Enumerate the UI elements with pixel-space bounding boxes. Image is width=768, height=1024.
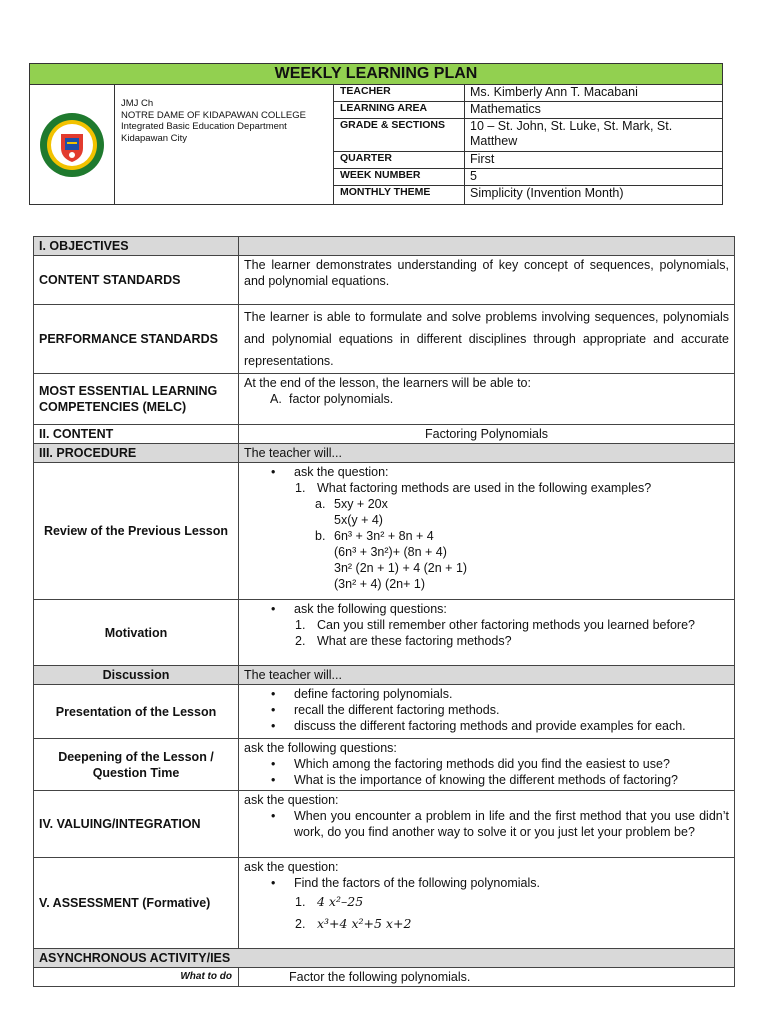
assessment-intro: ask the question: — [244, 860, 339, 874]
list-marker: 1. — [295, 481, 306, 495]
list-item: • Find the factors of the following polynomials. — [244, 875, 729, 891]
performance-standards-label: PERFORMANCE STANDARDS — [34, 305, 239, 374]
melc-intro: At the end of the lesson, the learners will be able to: — [244, 376, 531, 390]
deepening-intro: ask the following questions: — [244, 741, 397, 755]
info-label: LEARNING AREA — [334, 102, 465, 118]
example-line: 5x(y + 4) — [334, 513, 383, 527]
school-info — [115, 85, 334, 204]
example-line: (6n³ + 3n²)+ (8n + 4) — [334, 545, 447, 559]
list-item — [244, 528, 729, 544]
info-value: Ms. Kimberly Ann T. Macabani — [470, 85, 638, 99]
info-label: GRADE & SECTIONS — [334, 119, 465, 151]
melc-label: MOST ESSENTIAL LEARNING COMPETENCIES (MELC) — [34, 374, 239, 425]
review-bullets — [244, 464, 729, 480]
discussion-label: Discussion — [34, 666, 239, 685]
list-marker: b. — [315, 529, 326, 543]
list-marker: a. — [315, 497, 326, 511]
list-item — [199, 391, 729, 407]
valuing-cell — [239, 791, 735, 858]
presentation-cell — [239, 685, 735, 739]
list-item: • discuss the different factoring methods and provide examples for each. — [244, 718, 729, 734]
list-text: What factoring methods are used in the following examples? — [317, 481, 652, 495]
motivation-cell — [239, 600, 735, 666]
deepening-bullets — [244, 756, 729, 788]
motivation-questions — [244, 617, 729, 649]
assessment-items — [244, 891, 729, 935]
list-item: • When you encounter a problem in life and the first method that you use didn’t work, do you find another way to solve it or you just let your problem be? — [244, 808, 729, 840]
row-content-standards — [34, 256, 735, 305]
info-label: QUARTER — [334, 152, 465, 168]
school-line: JMJ Ch — [121, 98, 154, 109]
what-to-do-label: What to do — [34, 968, 239, 987]
deepening-cell — [239, 739, 735, 791]
melc-cell — [239, 374, 735, 425]
info-label: WEEK NUMBER — [334, 169, 465, 185]
info-row-teacher — [334, 85, 722, 102]
list-item — [244, 617, 729, 633]
section-label: I. OBJECTIVES — [34, 237, 239, 256]
list-marker: 2. — [295, 917, 306, 931]
header-info-table — [334, 85, 722, 204]
list-item — [244, 891, 729, 913]
row-melc — [34, 374, 735, 425]
section-value — [239, 237, 735, 256]
math-expression: x³+4 x²+5 x+2 — [317, 916, 412, 931]
review-cell — [239, 463, 735, 600]
info-row-learning-area — [334, 102, 722, 119]
list-text: What are these factoring methods? — [317, 634, 512, 648]
procedure-label: III. PROCEDURE — [34, 444, 239, 463]
row-objectives — [34, 237, 735, 256]
example-line: 6n³ + 3n² + 8n + 4 — [334, 529, 434, 543]
list-item — [244, 633, 729, 649]
page-title: WEEKLY LEARNING PLAN — [30, 64, 722, 85]
list-item — [244, 913, 729, 935]
info-value: Simplicity (Invention Month) — [470, 186, 624, 200]
info-value: Mathematics — [470, 102, 541, 116]
valuing-bullets — [244, 808, 729, 840]
row-async — [34, 949, 735, 968]
assessment-label: V. ASSESSMENT (Formative) — [34, 858, 239, 949]
info-value: 10 – St. John, St. Luke, St. Mark, St. Matthew — [470, 119, 673, 148]
list-item: • Which among the factoring methods did you find the easiest to use? — [244, 756, 729, 772]
list-marker: A. — [270, 392, 282, 406]
motivation-bullets — [244, 601, 729, 617]
row-deepening — [34, 739, 735, 791]
list-item: • define factoring polynomials. — [244, 686, 729, 702]
content-text: Factoring Polynomials — [239, 425, 735, 444]
row-discussion — [34, 666, 735, 685]
math-expression: 4 x²–25 — [317, 894, 364, 909]
list-item: • recall the different factoring methods. — [244, 702, 729, 718]
review-examples — [244, 528, 729, 544]
list-marker: 2. — [295, 634, 306, 648]
presentation-bullets — [244, 686, 729, 734]
review-questions — [244, 480, 729, 496]
list-marker: 1. — [295, 895, 306, 909]
list-item — [244, 480, 729, 496]
performance-standards-text: The learner is able to formulate and solve problems involving sequences, polynomials and polynomial equations in different disciplines through appropriate and accurate representations. — [239, 305, 735, 374]
valuing-intro: ask the question: — [244, 793, 339, 807]
list-item: • ask the question: — [244, 464, 729, 480]
row-valuing — [34, 791, 735, 858]
info-row-monthly-theme — [334, 186, 722, 204]
logo-cell — [30, 85, 115, 204]
example-line: 3n² (2n + 1) + 4 (2n + 1) — [334, 561, 468, 575]
row-presentation — [34, 685, 735, 739]
motivation-label: Motivation — [34, 600, 239, 666]
list-item: • What is the importance of knowing the different methods of factoring? — [244, 772, 729, 788]
row-procedure — [34, 444, 735, 463]
list-text: Can you still remember other factoring methods you learned before? — [317, 618, 695, 632]
row-review — [34, 463, 735, 600]
info-label: TEACHER — [334, 85, 465, 101]
school-name: NOTRE DAME OF KIDAPAWAN COLLEGE — [121, 109, 306, 121]
info-row-grade-sections — [334, 119, 722, 152]
list-item — [244, 496, 729, 512]
assessment-cell — [239, 858, 735, 949]
content-standards-text: The learner demonstrates understanding of key concept of sequences, polynomials, and polynomial equations. — [239, 256, 735, 305]
plan-table — [33, 236, 735, 987]
discussion-text: The teacher will... — [239, 666, 735, 685]
info-value: First — [470, 152, 495, 166]
list-item: • ask the following questions: — [244, 601, 729, 617]
presentation-label: Presentation of the Lesson — [34, 685, 239, 739]
row-performance-standards — [34, 305, 735, 374]
plan-header — [29, 63, 723, 205]
info-row-week-number — [334, 169, 722, 186]
async-label: ASYNCHRONOUS ACTIVITY/IES — [34, 949, 735, 968]
list-marker: 1. — [295, 618, 306, 632]
example-line: 5xy + 20x — [334, 497, 388, 511]
review-examples — [244, 496, 729, 512]
list-text: factor polynomials. — [289, 392, 394, 406]
row-assessment — [34, 858, 735, 949]
info-label: MONTHLY THEME — [334, 186, 465, 204]
school-department: Integrated Basic Education Department — [121, 121, 287, 132]
content-label: II. CONTENT — [34, 425, 239, 444]
example-line: (3n² + 4) (2n+ 1) — [334, 577, 426, 591]
assessment-bullets — [244, 875, 729, 891]
school-city: Kidapawan City — [121, 132, 188, 144]
row-content — [34, 425, 735, 444]
melc-list — [199, 391, 729, 407]
row-motivation — [34, 600, 735, 666]
info-value: 5 — [470, 169, 477, 183]
review-label: Review of the Previous Lesson — [34, 463, 239, 600]
content-standards-label: CONTENT STANDARDS — [34, 256, 239, 305]
row-what-to-do — [34, 968, 735, 987]
valuing-label: IV. VALUING/INTEGRATION — [34, 791, 239, 858]
school-seal-icon — [39, 112, 105, 178]
procedure-text: The teacher will... — [239, 444, 735, 463]
info-row-quarter — [334, 152, 722, 169]
what-to-do-text: Factor the following polynomials. — [239, 968, 735, 987]
deepening-label: Deepening of the Lesson / Question Time — [34, 739, 239, 791]
